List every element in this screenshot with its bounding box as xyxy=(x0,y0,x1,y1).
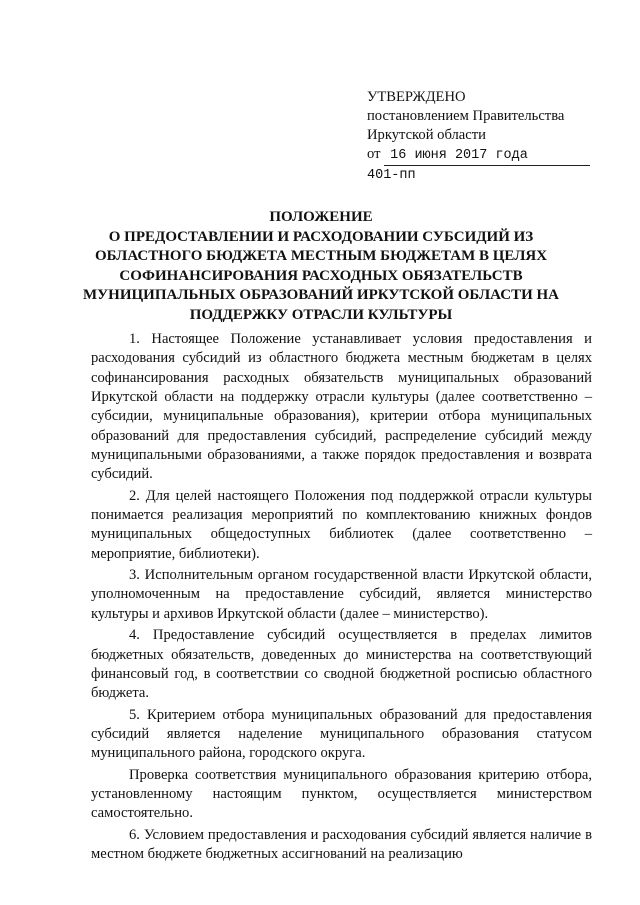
approval-date: 16 июня 2017 года xyxy=(384,146,590,166)
title-line: ПОДДЕРЖКУ ОТРАСЛИ КУЛЬТУРЫ xyxy=(189,306,453,323)
approval-issuer: постановлением Правительства xyxy=(367,108,565,124)
paragraph-2: 2. Для целей настоящего Положения под поддержкой отрасли культуры понимается реализация мероприятий по комплектованию книжных фондов муниципальных общедоступных библиотек (далее соответственно – мероприятие, библиотеки). xyxy=(91,487,592,562)
approval-status: УТВЕРЖДЕНО xyxy=(367,89,466,105)
approval-block xyxy=(367,88,607,185)
title-line: ОБЛАСТНОГО БЮДЖЕТА МЕСТНЫМ БЮДЖЕТАМ В ЦЕЛЯХ xyxy=(94,248,548,264)
approval-date-row xyxy=(367,145,607,166)
paragraph-3: 3. Исполнительным органом государственной власти Иркутской области, уполномоченным на предоставление субсидий, является министерство культуры и архивов Иркутской области (далее – министерство). xyxy=(91,567,592,622)
title-line: СОФИНАНСИРОВАНИЯ РАСХОДНЫХ ОБЯЗАТЕЛЬСТВ xyxy=(119,267,523,284)
approval-region: Иркутской области xyxy=(367,127,486,143)
approval-number: 401-пп xyxy=(367,168,416,183)
paragraph-5-continued: Проверка соответствия муниципального образования критерию отбора, установленному настоящим пунктом, осуществляется министерством самостоятельно. xyxy=(91,766,592,822)
document-body xyxy=(91,330,592,866)
paragraph-4: 4. Предоставление субсидий осуществляется в пределах лимитов бюджетных обязательств, доведенных до министерства на соответствующий финансовый год, в соответствии со сводной бюджетной росписью областного бюджета. xyxy=(91,627,592,702)
title-heading: ПОЛОЖЕНИЕ xyxy=(269,209,373,225)
paragraph-5: 5. Критерием отбора муниципальных образований для предоставления субсидий является наделение муниципального образования статусом муниципального района, городского округа. xyxy=(91,706,592,762)
paragraph-6: 6. Условием предоставления и расходования субсидий является наличие в местном бюджете бюджетных ассигнований на реализацию xyxy=(91,826,592,862)
title-line: МУНИЦИПАЛЬНЫХ ОБРАЗОВАНИЙ ИРКУТСКОЙ ОБЛАСТИ НА xyxy=(83,287,559,303)
document-title xyxy=(60,208,582,325)
title-line: О ПРЕДОСТАВЛЕНИИ И РАСХОДОВАНИИ СУБСИДИЙ ИЗ xyxy=(108,228,534,245)
paragraph-1: 1. Настоящее Положение устанавливает условия предоставления и расходования субсидий из областного бюджета местным бюджетам в целях софинансирования расходных обязательств муниципальных образований Иркутской области на поддержку отрасли культуры (далее соответственно – субсидии, муниципальные образования), критерии отбора муниципальных образований для предоставления субсидий, распределение субсидий между муниципальными образованиями, а также порядок предоставления и возврата субсидий. xyxy=(91,331,592,483)
approval-date-prefix: от xyxy=(367,146,381,162)
